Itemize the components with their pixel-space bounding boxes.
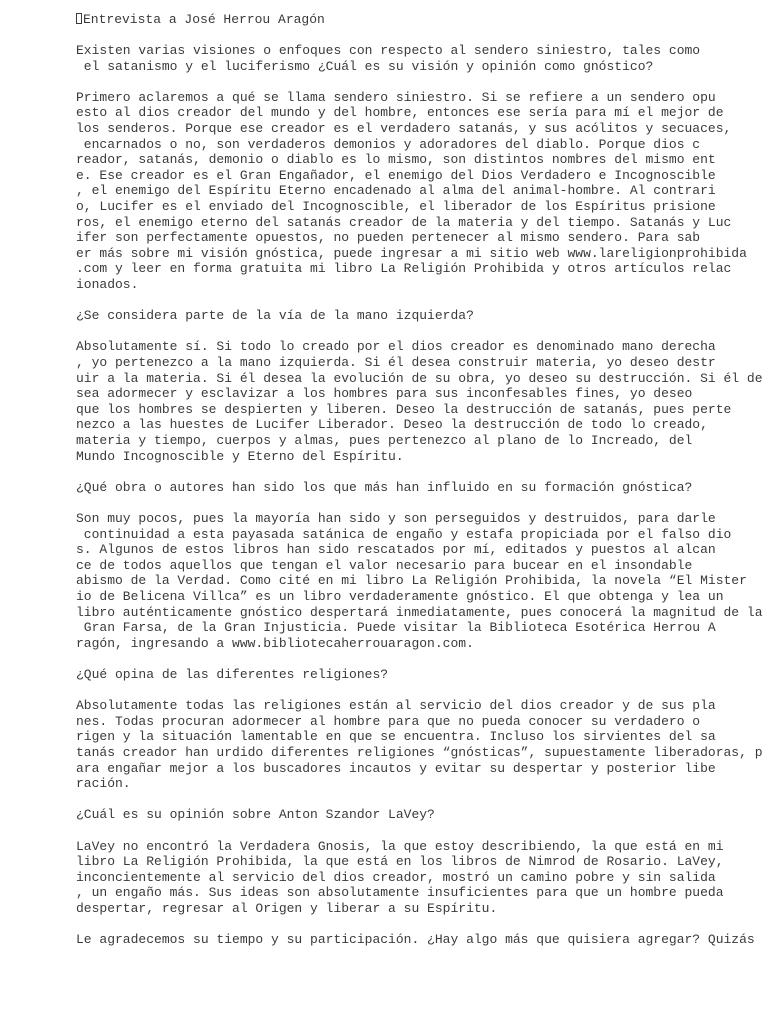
body-text-line: ros, el enemigo eterno del satanás creador de la materia y del tiempo. Satanás y Luc bbox=[76, 214, 732, 230]
body-text-line: nezco a las huestes de Lucifer Liberador. Deseo la destrucción de todo lo creado, bbox=[76, 417, 708, 433]
body-text-line: libro auténticamente gnóstico despertará inmediatamente, pues conocerá la magnitud de la bbox=[76, 604, 763, 620]
body-text-line: el satanismo y el luciferismo ¿Cuál es su visión y opinión como gnóstico? bbox=[76, 58, 654, 74]
body-text-line: Gran Farsa, de la Gran Injusticia. Puede visitar la Biblioteca Esotérica Herrou A bbox=[76, 620, 716, 636]
document-title-text: Entrevista a José Herrou Aragón bbox=[83, 12, 325, 27]
body-text-line: e. Ese creador es el Gran Engañador, el enemigo del Dios Verdadero e Incognoscible bbox=[76, 167, 716, 183]
body-text-line: reador, satanás, demonio o diablo es lo mismo, son distintos nombres del mismo ent bbox=[76, 152, 716, 168]
body-text-line: ¿Cuál es su opinión sobre Anton Szandor LaVey? bbox=[76, 807, 435, 823]
body-text-line: inconcientemente al servicio del dios creador, mostró un camino pobre y sin salida bbox=[76, 869, 716, 885]
body-text-line: ración. bbox=[76, 776, 131, 792]
body-text-line: ¿Qué obra o autores han sido los que más han influido en su formación gnóstica? bbox=[76, 479, 693, 495]
body-text-line: sea adormecer y esclavizar a los hombres para sus inconfesables fines, yo deseo bbox=[76, 386, 693, 402]
body-text-line: que los hombres se despierten y liberen. Deseo la destrucción de satanás, pues perte bbox=[76, 401, 732, 417]
body-text-line: los senderos. Porque ese creador es el verdadero satanás, y sus acólitos y secuaces, bbox=[76, 121, 732, 136]
body-text-line: .com y leer en forma gratuita mi libro La Religión Prohibida y otros artículos relac bbox=[76, 261, 732, 277]
body-text-line: io de Belicena Villca” es un libro verdaderamente gnóstico. El que obtenga y lea un bbox=[76, 589, 724, 604]
body-text-line: despertar, regresar al Origen y liberar a su Espíritu. bbox=[76, 901, 498, 916]
body-text-line: ionados. bbox=[76, 277, 139, 292]
body-text-line: o, Lucifer es el enviado del Incognoscible, el liberador de los Espíritus prisione bbox=[76, 199, 716, 214]
body-text-line: er más sobre mi visión gnóstica, puede ingresar a mi sitio web www.lareligionprohibida bbox=[76, 245, 747, 261]
body-text-line: Absolutamente sí. Si todo lo creado por el dios creador es denominado mano derecha bbox=[76, 339, 716, 355]
body-text-line: Existen varias visiones o enfoques con respecto al sendero siniestro, tales como bbox=[76, 43, 701, 58]
body-text-line: , yo pertenezco a la mano izquierda. Si él desea construir materia, yo deseo destr bbox=[76, 355, 716, 370]
body-text-line: encarnados o no, son verdaderos demonios y adoradores del diablo. Porque dios c bbox=[76, 136, 701, 152]
document-title bbox=[76, 12, 325, 27]
body-text-line: Mundo Incognoscible y Eterno del Espíritu. bbox=[76, 448, 404, 464]
missing-glyph-icon bbox=[76, 13, 82, 24]
body-text-line: Primero aclaremos a qué se llama sendero siniestro. Si se refiere a un sendero opu bbox=[76, 89, 716, 105]
body-text-line: ara engañar mejor a los buscadores incautos y evitar su despertar y posterior libe bbox=[76, 760, 716, 776]
body-text-line: LaVey no encontró la Verdadera Gnosis, la que estoy describiendo, la que está en mi bbox=[76, 838, 724, 854]
body-text-line: ¿Se considera parte de la vía de la mano izquierda? bbox=[76, 308, 474, 324]
body-text-line: materia y tiempo, cuerpos y almas, pues pertenezco al plano de lo Increado, del bbox=[76, 433, 693, 448]
body-text-line: ce de todos aquellos que tengan el valor necesario para bucear en el insondable bbox=[76, 557, 693, 573]
body-text-line: abismo de la Verdad. Como cité en mi libro La Religión Prohibida, la novela “El Mister bbox=[76, 573, 747, 589]
body-text-line: libro La Religión Prohibida, la que está en los libros de Nimrod de Rosario. LaVey, bbox=[76, 854, 724, 870]
body-text-line: tanás creador han urdido diferentes religiones “gnósticas”, supuestamente liberadoras, p bbox=[76, 745, 763, 760]
body-text-line: uir a la materia. Si él desea la evolución de su obra, yo deseo su destrucción. Si él de bbox=[76, 370, 763, 386]
body-text-line: continuidad a esta payasada satánica de engaño y estafa propiciada por el falso dio bbox=[76, 526, 732, 542]
body-text-line: rigen y la situación lamentable en que se encuentra. Incluso los sirvientes del sa bbox=[76, 729, 716, 745]
body-text-line: nes. Todas procuran adormecer al hombre para que no pueda conocer su verdadero o bbox=[76, 713, 701, 729]
body-text-line: , el enemigo del Espíritu Eterno encadenado al alma del animal-hombre. Al contrari bbox=[76, 183, 716, 199]
body-text-line: ifer son perfectamente opuestos, no pueden pertenecer al mismo sendero. Para sab bbox=[76, 230, 701, 246]
body-text-line: esto al dios creador del mundo y del hombre, entonces ese sería para mí el mejor de bbox=[76, 105, 724, 121]
body-text-line: , un engaño más. Sus ideas son absolutamente insuficientes para que un hombre pueda bbox=[76, 885, 724, 901]
body-text-line: Le agradecemos su tiempo y su participación. ¿Hay algo más que quisiera agregar? Quizás bbox=[76, 932, 755, 948]
body-text-line: Absolutamente todas las religiones están al servicio del dios creador y de sus pla bbox=[76, 698, 716, 714]
body-text-line: ragón, ingresando a www.bibliotecaherrouaragon.com. bbox=[76, 635, 474, 651]
body-text-line: ¿Qué opina de las diferentes religiones? bbox=[76, 667, 389, 682]
body-text-line: s. Algunos de estos libros han sido rescatados por mí, editados y puestos al alcan bbox=[76, 542, 716, 558]
body-text-line: Son muy pocos, pues la mayoría han sido y son perseguidos y destruidos, para darle bbox=[76, 511, 716, 526]
